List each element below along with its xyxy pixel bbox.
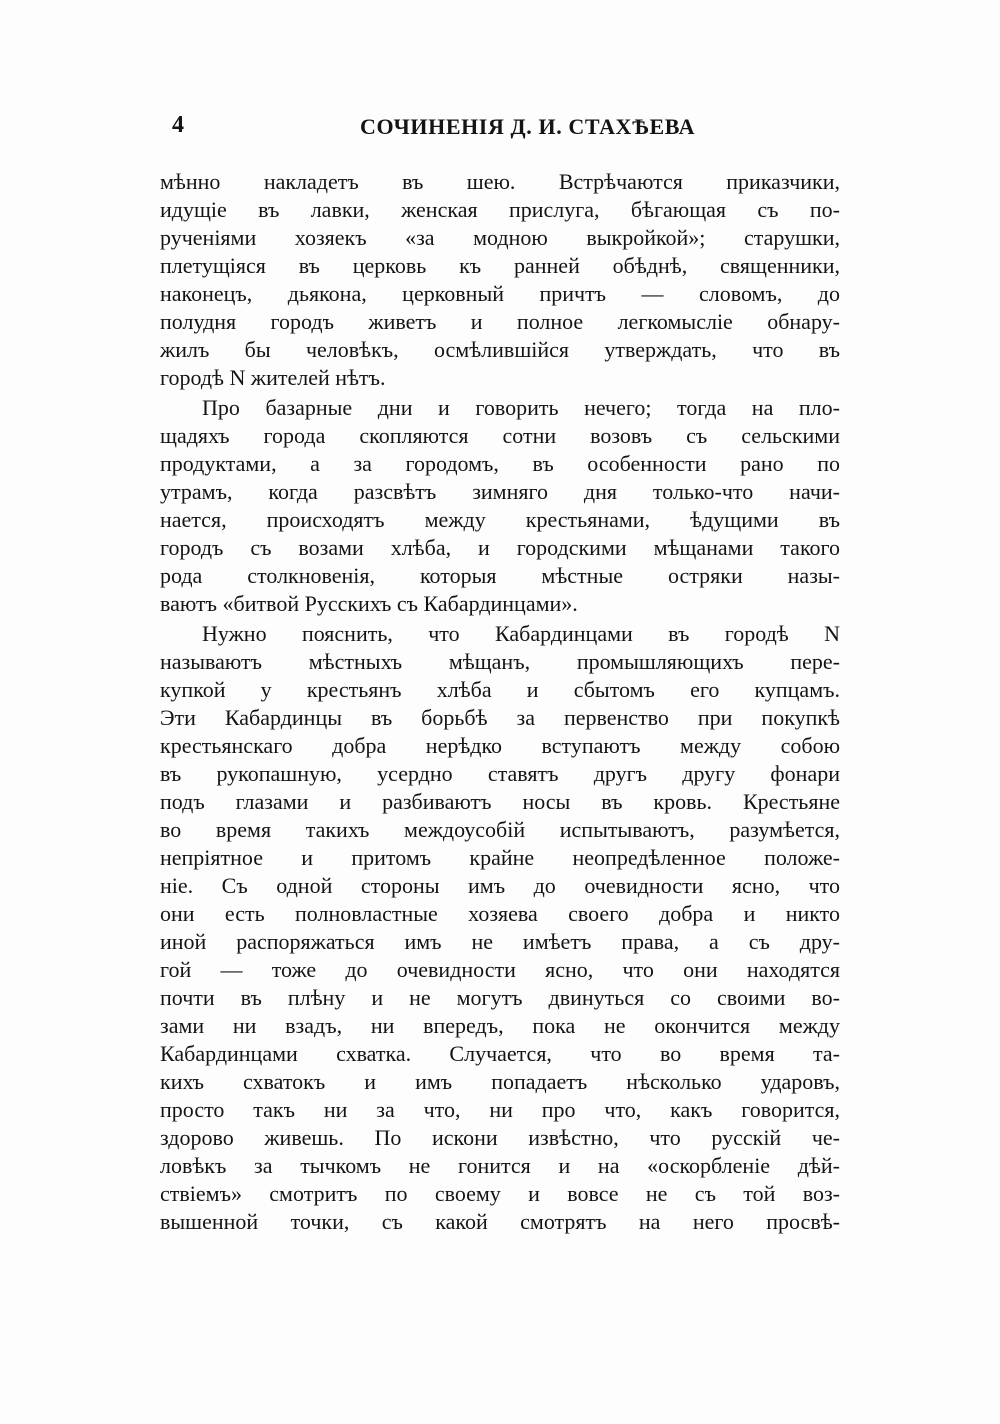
text-line: утрамъ, когда разсвѣтъ зимняго дня только-что начи- [160,479,840,504]
text-line: продуктами, а за городомъ, въ особенности рано по [160,451,840,476]
text-line: городъ съ возами хлѣба, и городскими мѣщанами такого [160,535,840,560]
text-line: они есть полновластные хозяева своего добра и никто [160,901,840,926]
text-line: ствіемъ» смотритъ по своему и вовсе не съ той воз- [160,1181,840,1206]
text-line: мѣнно накладетъ въ шею. Встрѣчаются приказчики, [160,169,840,194]
page-header [160,108,840,148]
text-line: рученіями хозяекъ «за модною выкройкой»; старушки, [160,225,840,250]
text-line: идущіе въ лавки, женская прислуга, бѣгающая съ по- [160,197,840,222]
text-line: ловѣкъ за тычкомъ не гонится и на «оскорбленіе дѣй- [160,1153,840,1178]
text-line: плетущіяся въ церковь къ ранней обѣднѣ, священники, [160,253,840,278]
text-line: называютъ мѣстныхъ мѣщанъ, промышляющихъ пере- [160,649,840,674]
text-line: иной распоряжаться имъ не имѣетъ права, а съ дру- [160,929,840,954]
text-line: въ рукопашную, усердно ставятъ другъ другу фонари [160,761,840,786]
paragraph [160,394,840,618]
text-line: здорово живешь. По искони извѣстно, что русскій че- [160,1125,840,1150]
text-line: зами ни взадъ, ни впередъ, пока не окончится между [160,1013,840,1038]
text-line: Про базарные дни и говорить нечего; тогда на пло- [202,395,840,420]
paragraph [160,620,840,1236]
text-line: купкой у крестьянъ хлѣба и сбытомъ его купцамъ. [160,677,840,702]
paragraph [160,168,840,392]
text-line: почти въ плѣну и не могутъ двинуться со своими во- [160,985,840,1010]
text-line: гой — тоже до очевидности ясно, что они находятся [160,957,840,982]
text-line: крестьянскаго добра нерѣдко вступаютъ между собою [160,733,840,758]
text-line: Эти Кабардинцы въ борьбѣ за первенство при покупкѣ [160,705,840,730]
text-line: полудня городъ живетъ и полное легкомысліе обнару- [160,309,840,334]
text-line: непріятное и притомъ крайне неопредѣленное положе- [160,845,840,870]
text-line: ніе. Съ одной стороны имъ до очевидности ясно, что [160,873,840,898]
running-title: СОЧИНЕНІЯ Д. И. СТАХѢЕВА [360,114,696,139]
text-line: щадяхъ города скопляются сотни возовъ съ сельскими [160,423,840,448]
text-line: во время такихъ междоусобій испытываютъ, разумѣется, [160,817,840,842]
text-line: просто такъ ни за что, ни про что, какъ говорится, [160,1097,840,1122]
text-line: ваютъ «битвой Русскихъ съ Кабардинцами». [160,591,578,616]
text-line: рода столкновенія, которыя мѣстные остряки назы- [160,563,840,588]
text-line: нается, происходятъ между крестьянами, ѣдущими въ [160,507,840,532]
text-line: наконецъ, дьякона, церковный причтъ — словомъ, до [160,281,840,306]
text-line: городѣ N жителей нѣтъ. [160,365,386,390]
text-line: Кабардинцами схватка. Случается, что во время та- [160,1041,840,1066]
page-number: 4 [172,112,184,138]
text-line: жилъ бы человѣкъ, осмѣлившійся утверждать, что въ [160,337,840,362]
body-text [160,168,840,1236]
text-line: вышенной точки, съ какой смотрятъ на него просвѣ- [160,1209,840,1234]
text-line: Нужно пояснить, что Кабардинцами въ городѣ N [202,621,840,646]
text-line: кихъ схватокъ и имъ попадаетъ нѣсколько ударовъ, [160,1069,840,1094]
text-line: подъ глазами и разбиваютъ носы въ кровь. Крестьяне [160,789,840,814]
